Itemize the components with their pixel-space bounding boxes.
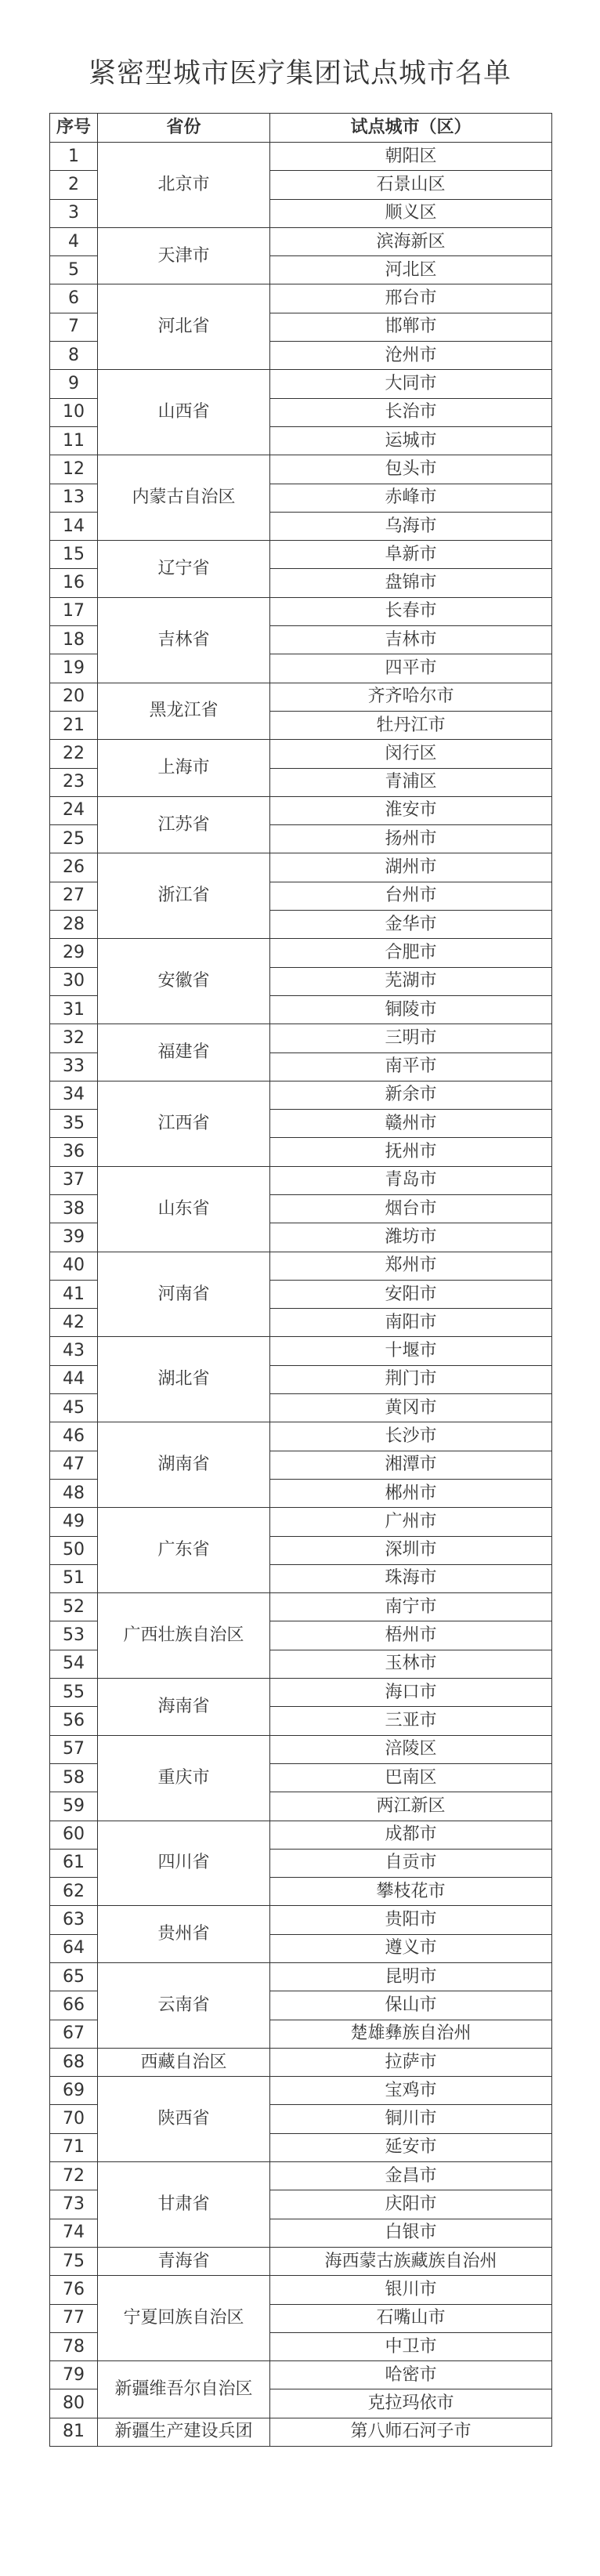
province-cell: 西藏自治区 [98, 2048, 270, 2076]
serial-cell: 75 [50, 2247, 98, 2275]
serial-cell: 57 [50, 1735, 98, 1763]
province-cell: 吉林省 [98, 597, 270, 683]
serial-cell: 60 [50, 1821, 98, 1849]
table-row [50, 1166, 552, 1194]
table-row [50, 2247, 552, 2275]
serial-cell: 16 [50, 569, 98, 597]
serial-cell: 50 [50, 1536, 98, 1564]
city-cell: 银川市 [270, 2276, 552, 2304]
city-cell: 宝鸡市 [270, 2077, 552, 2105]
city-cell: 合肥市 [270, 939, 552, 967]
province-cell: 辽宁省 [98, 541, 270, 598]
serial-cell: 44 [50, 1365, 98, 1393]
serial-cell: 42 [50, 1309, 98, 1337]
province-cell: 山东省 [98, 1166, 270, 1252]
city-cell: 潍坊市 [270, 1223, 552, 1252]
table-row [50, 284, 552, 313]
city-cell: 青浦区 [270, 768, 552, 796]
city-cell: 河北区 [270, 256, 552, 284]
city-cell: 台州市 [270, 882, 552, 910]
city-cell: 抚州市 [270, 1138, 552, 1166]
city-cell: 延安市 [270, 2133, 552, 2161]
serial-cell: 2 [50, 171, 98, 199]
city-cell: 两江新区 [270, 1792, 552, 1821]
serial-cell: 54 [50, 1650, 98, 1678]
city-cell: 珠海市 [270, 1564, 552, 1592]
city-cell: 乌海市 [270, 512, 552, 540]
serial-cell: 34 [50, 1081, 98, 1109]
city-cell: 长春市 [270, 597, 552, 625]
city-cell: 十堰市 [270, 1337, 552, 1365]
table-row [50, 939, 552, 967]
serial-cell: 66 [50, 1991, 98, 2020]
serial-cell: 21 [50, 711, 98, 739]
serial-cell: 14 [50, 512, 98, 540]
serial-cell: 53 [50, 1621, 98, 1650]
serial-cell: 51 [50, 1564, 98, 1592]
serial-cell: 58 [50, 1763, 98, 1792]
province-cell: 新疆生产建设兵团 [98, 2418, 270, 2446]
city-cell: 铜陵市 [270, 995, 552, 1024]
province-cell: 河北省 [98, 284, 270, 370]
table-row [50, 227, 552, 255]
city-cell: 四平市 [270, 654, 552, 683]
serial-cell: 45 [50, 1394, 98, 1422]
city-cell: 赤峰市 [270, 484, 552, 512]
serial-cell: 61 [50, 1849, 98, 1877]
city-cell: 涪陵区 [270, 1735, 552, 1763]
city-cell: 南阳市 [270, 1309, 552, 1337]
serial-cell: 80 [50, 2389, 98, 2418]
city-cell: 顺义区 [270, 199, 552, 227]
city-cell: 深圳市 [270, 1536, 552, 1564]
serial-cell: 24 [50, 796, 98, 824]
city-cell: 巴南区 [270, 1763, 552, 1792]
header-city: 试点城市（区） [270, 114, 552, 143]
table-row [50, 2418, 552, 2446]
province-cell: 湖南省 [98, 1422, 270, 1508]
city-cell: 包头市 [270, 455, 552, 484]
province-cell: 上海市 [98, 740, 270, 797]
city-cell: 贵阳市 [270, 1906, 552, 1934]
city-cell: 三亚市 [270, 1707, 552, 1735]
serial-cell: 79 [50, 2361, 98, 2389]
city-cell: 湖州市 [270, 853, 552, 882]
serial-cell: 77 [50, 2304, 98, 2332]
city-cell: 广州市 [270, 1508, 552, 1536]
serial-cell: 64 [50, 1934, 98, 1962]
table-row [50, 370, 552, 398]
province-cell: 江西省 [98, 1081, 270, 1166]
serial-cell: 36 [50, 1138, 98, 1166]
city-cell: 第八师石河子市 [270, 2418, 552, 2446]
city-cell: 石嘴山市 [270, 2304, 552, 2332]
city-cell: 淮安市 [270, 796, 552, 824]
table-row [50, 143, 552, 171]
table-row [50, 2361, 552, 2389]
table-row [50, 1081, 552, 1109]
serial-cell: 27 [50, 882, 98, 910]
province-cell: 贵州省 [98, 1906, 270, 1963]
page-title: 紧密型城市医疗集团试点城市名单 [88, 58, 511, 89]
province-cell: 广东省 [98, 1508, 270, 1593]
city-cell: 哈密市 [270, 2361, 552, 2389]
table-row [50, 2162, 552, 2190]
province-cell: 浙江省 [98, 853, 270, 939]
province-cell: 云南省 [98, 1963, 270, 2049]
serial-cell: 81 [50, 2418, 98, 2446]
serial-cell: 3 [50, 199, 98, 227]
serial-cell: 76 [50, 2276, 98, 2304]
city-cell: 石景山区 [270, 171, 552, 199]
city-cell: 安阳市 [270, 1280, 552, 1308]
city-cell: 邢台市 [270, 284, 552, 313]
serial-cell: 74 [50, 2219, 98, 2247]
table-row [50, 1593, 552, 1621]
city-cell: 郴州市 [270, 1479, 552, 1507]
serial-cell: 69 [50, 2077, 98, 2105]
serial-cell: 7 [50, 313, 98, 341]
city-cell: 拉萨市 [270, 2048, 552, 2076]
city-cell: 玉林市 [270, 1650, 552, 1678]
serial-cell: 41 [50, 1280, 98, 1308]
serial-cell: 32 [50, 1024, 98, 1053]
city-cell: 黄冈市 [270, 1394, 552, 1422]
table-row [50, 740, 552, 768]
city-cell: 金昌市 [270, 2162, 552, 2190]
header-province: 省份 [98, 114, 270, 143]
province-cell: 黑龙江省 [98, 683, 270, 740]
city-cell: 荆门市 [270, 1365, 552, 1393]
table-header-row [50, 114, 552, 143]
table-row [50, 2276, 552, 2304]
serial-cell: 63 [50, 1906, 98, 1934]
city-cell: 吉林市 [270, 626, 552, 654]
province-cell: 重庆市 [98, 1735, 270, 1821]
city-cell: 齐齐哈尔市 [270, 683, 552, 711]
province-cell: 安徽省 [98, 939, 270, 1024]
serial-cell: 52 [50, 1593, 98, 1621]
province-cell: 广西壮族自治区 [98, 1593, 270, 1679]
serial-cell: 31 [50, 995, 98, 1024]
table-row [50, 2077, 552, 2105]
city-cell: 自贡市 [270, 1849, 552, 1877]
table-row [50, 1024, 552, 1053]
serial-cell: 12 [50, 455, 98, 484]
serial-cell: 56 [50, 1707, 98, 1735]
city-cell: 扬州市 [270, 825, 552, 853]
province-cell: 福建省 [98, 1024, 270, 1081]
table-row [50, 541, 552, 569]
table-row [50, 1508, 552, 1536]
city-cell: 攀枝花市 [270, 1878, 552, 1906]
table-row [50, 2048, 552, 2076]
serial-cell: 70 [50, 2105, 98, 2133]
serial-cell: 46 [50, 1422, 98, 1451]
city-cell: 中卫市 [270, 2332, 552, 2360]
table-row [50, 853, 552, 882]
province-cell: 内蒙古自治区 [98, 455, 270, 541]
serial-cell: 39 [50, 1223, 98, 1252]
city-cell: 保山市 [270, 1991, 552, 2020]
city-cell: 克拉玛依市 [270, 2389, 552, 2418]
serial-cell: 47 [50, 1451, 98, 1479]
serial-cell: 5 [50, 256, 98, 284]
city-cell: 大同市 [270, 370, 552, 398]
serial-cell: 68 [50, 2048, 98, 2076]
province-cell: 青海省 [98, 2247, 270, 2275]
serial-cell: 29 [50, 939, 98, 967]
province-cell: 四川省 [98, 1821, 270, 1906]
city-cell: 烟台市 [270, 1194, 552, 1223]
city-cell: 盘锦市 [270, 569, 552, 597]
city-cell: 海西蒙古族藏族自治州 [270, 2247, 552, 2275]
table-row [50, 1906, 552, 1934]
city-cell: 南宁市 [270, 1593, 552, 1621]
table-row [50, 1422, 552, 1451]
city-cell: 长沙市 [270, 1422, 552, 1451]
pilot-city-table [49, 113, 552, 2447]
city-cell: 遵义市 [270, 1934, 552, 1962]
serial-cell: 17 [50, 597, 98, 625]
city-cell: 邯郸市 [270, 313, 552, 341]
province-cell: 陕西省 [98, 2077, 270, 2162]
province-cell: 北京市 [98, 143, 270, 228]
serial-cell: 18 [50, 626, 98, 654]
table-row [50, 1963, 552, 1991]
serial-cell: 19 [50, 654, 98, 683]
serial-cell: 33 [50, 1053, 98, 1081]
serial-cell: 37 [50, 1166, 98, 1194]
serial-cell: 11 [50, 426, 98, 455]
serial-cell: 49 [50, 1508, 98, 1536]
city-cell: 长治市 [270, 398, 552, 426]
province-cell: 湖北省 [98, 1337, 270, 1422]
province-cell: 天津市 [98, 227, 270, 284]
table-body [50, 143, 552, 2447]
serial-cell: 26 [50, 853, 98, 882]
serial-cell: 23 [50, 768, 98, 796]
serial-cell: 25 [50, 825, 98, 853]
header-serial: 序号 [50, 114, 98, 143]
serial-cell: 20 [50, 683, 98, 711]
city-cell: 朝阳区 [270, 143, 552, 171]
serial-cell: 4 [50, 227, 98, 255]
serial-cell: 43 [50, 1337, 98, 1365]
serial-cell: 65 [50, 1963, 98, 1991]
table-row [50, 683, 552, 711]
serial-cell: 9 [50, 370, 98, 398]
serial-cell: 78 [50, 2332, 98, 2360]
serial-cell: 55 [50, 1679, 98, 1707]
serial-cell: 73 [50, 2190, 98, 2219]
city-cell: 郑州市 [270, 1252, 552, 1280]
serial-cell: 22 [50, 740, 98, 768]
table-row [50, 1735, 552, 1763]
city-cell: 滨海新区 [270, 227, 552, 255]
serial-cell: 35 [50, 1110, 98, 1138]
serial-cell: 1 [50, 143, 98, 171]
serial-cell: 72 [50, 2162, 98, 2190]
city-cell: 白银市 [270, 2219, 552, 2247]
city-cell: 梧州市 [270, 1621, 552, 1650]
city-cell: 南平市 [270, 1053, 552, 1081]
table-row [50, 1679, 552, 1707]
table-row [50, 1337, 552, 1365]
table-row [50, 1821, 552, 1849]
city-cell: 牡丹江市 [270, 711, 552, 739]
province-cell: 江苏省 [98, 796, 270, 853]
city-cell: 青岛市 [270, 1166, 552, 1194]
serial-cell: 10 [50, 398, 98, 426]
city-cell: 成都市 [270, 1821, 552, 1849]
serial-cell: 48 [50, 1479, 98, 1507]
city-cell: 湘潭市 [270, 1451, 552, 1479]
city-cell: 沧州市 [270, 342, 552, 370]
serial-cell: 40 [50, 1252, 98, 1280]
serial-cell: 62 [50, 1878, 98, 1906]
city-cell: 三明市 [270, 1024, 552, 1053]
city-cell: 海口市 [270, 1679, 552, 1707]
province-cell: 海南省 [98, 1679, 270, 1736]
serial-cell: 15 [50, 541, 98, 569]
serial-cell: 8 [50, 342, 98, 370]
city-cell: 庆阳市 [270, 2190, 552, 2219]
city-cell: 楚雄彝族自治州 [270, 2020, 552, 2048]
table-row [50, 796, 552, 824]
city-cell: 铜川市 [270, 2105, 552, 2133]
serial-cell: 67 [50, 2020, 98, 2048]
serial-cell: 71 [50, 2133, 98, 2161]
city-cell: 新余市 [270, 1081, 552, 1109]
serial-cell: 28 [50, 911, 98, 939]
city-cell: 阜新市 [270, 541, 552, 569]
city-cell: 运城市 [270, 426, 552, 455]
serial-cell: 13 [50, 484, 98, 512]
city-cell: 昆明市 [270, 1963, 552, 1991]
province-cell: 甘肃省 [98, 2162, 270, 2248]
table-row [50, 1252, 552, 1280]
province-cell: 河南省 [98, 1252, 270, 1337]
province-cell: 新疆维吾尔自治区 [98, 2361, 270, 2418]
serial-cell: 6 [50, 284, 98, 313]
table-row [50, 597, 552, 625]
province-cell: 宁夏回族自治区 [98, 2276, 270, 2361]
serial-cell: 59 [50, 1792, 98, 1821]
serial-cell: 38 [50, 1194, 98, 1223]
city-cell: 赣州市 [270, 1110, 552, 1138]
serial-cell: 30 [50, 967, 98, 995]
city-cell: 芜湖市 [270, 967, 552, 995]
city-cell: 闵行区 [270, 740, 552, 768]
table-row [50, 455, 552, 484]
province-cell: 山西省 [98, 370, 270, 455]
city-cell: 金华市 [270, 911, 552, 939]
